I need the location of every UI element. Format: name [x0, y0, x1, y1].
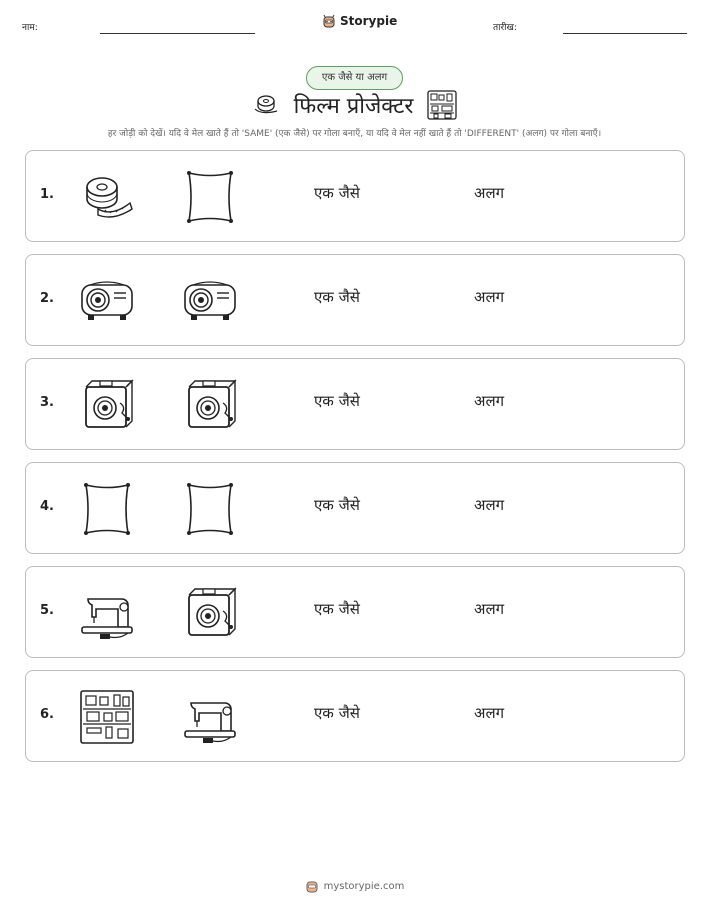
instructions: हर जोड़ी को देखें। यदि वे मेल खाते हैं तो 'SAME' (एक जैसे) पर गोला बनाएँ, या यदि वे मेल नहीं खाते हैं तो 'DIFFERENT' (अलग) पर गोला बनाएँ। [107, 129, 602, 139]
activity-tag: एक जैसे या अलग [306, 66, 403, 90]
question-row [25, 254, 685, 346]
question-number: 6. [40, 707, 54, 722]
brand-name: Storypie [340, 14, 398, 28]
question-number: 3. [40, 395, 54, 410]
title-row [0, 90, 709, 120]
question-row [25, 462, 685, 554]
question-row [25, 358, 685, 450]
question-number: 1. [40, 187, 54, 202]
film-reel-icon [78, 169, 136, 225]
different-option[interactable]: अलग [474, 704, 505, 722]
question-row [25, 670, 685, 762]
different-option[interactable]: अलग [474, 496, 505, 514]
question-row [25, 150, 685, 242]
date-label: तारीख: [493, 23, 517, 33]
same-option[interactable]: एक जैसे [314, 288, 360, 306]
storypie-mascot-icon [322, 14, 336, 28]
projection-screen-icon [78, 481, 136, 537]
question-row [25, 566, 685, 658]
projector-box-icon [181, 377, 239, 433]
projector-icon [181, 273, 239, 329]
toolboard-icon [78, 689, 136, 745]
different-option[interactable]: अलग [474, 392, 505, 410]
same-option[interactable]: एक जैसे [314, 496, 360, 514]
date-line[interactable] [563, 33, 687, 34]
sewing-machine-icon [181, 689, 239, 745]
name-label: नाम: [22, 23, 38, 33]
projection-screen-icon [181, 169, 239, 225]
question-number: 5. [40, 603, 54, 618]
sewing-machine-icon [78, 585, 136, 641]
brand-logo [322, 14, 397, 28]
page-title: फिल्म प्रोजेक्टर [293, 94, 414, 119]
different-option[interactable]: अलग [474, 600, 505, 618]
projector-icon [78, 273, 136, 329]
different-option[interactable]: अलग [474, 288, 505, 306]
projector-box-icon [181, 585, 239, 641]
question-number: 4. [40, 499, 54, 514]
different-option[interactable]: अलग [474, 184, 505, 202]
footer-site[interactable]: mystorypie.com [323, 880, 405, 892]
projection-screen-icon [181, 481, 239, 537]
same-option[interactable]: एक जैसे [314, 184, 360, 202]
toolboard-icon [427, 90, 457, 120]
same-option[interactable]: एक जैसे [314, 704, 360, 722]
name-line[interactable] [100, 33, 255, 34]
projector-box-icon [78, 377, 136, 433]
footer [0, 879, 709, 893]
storypie-mascot-icon [305, 879, 319, 893]
question-number: 2. [40, 291, 54, 306]
film-reel-icon [252, 93, 280, 117]
same-option[interactable]: एक जैसे [314, 392, 360, 410]
same-option[interactable]: एक जैसे [314, 600, 360, 618]
